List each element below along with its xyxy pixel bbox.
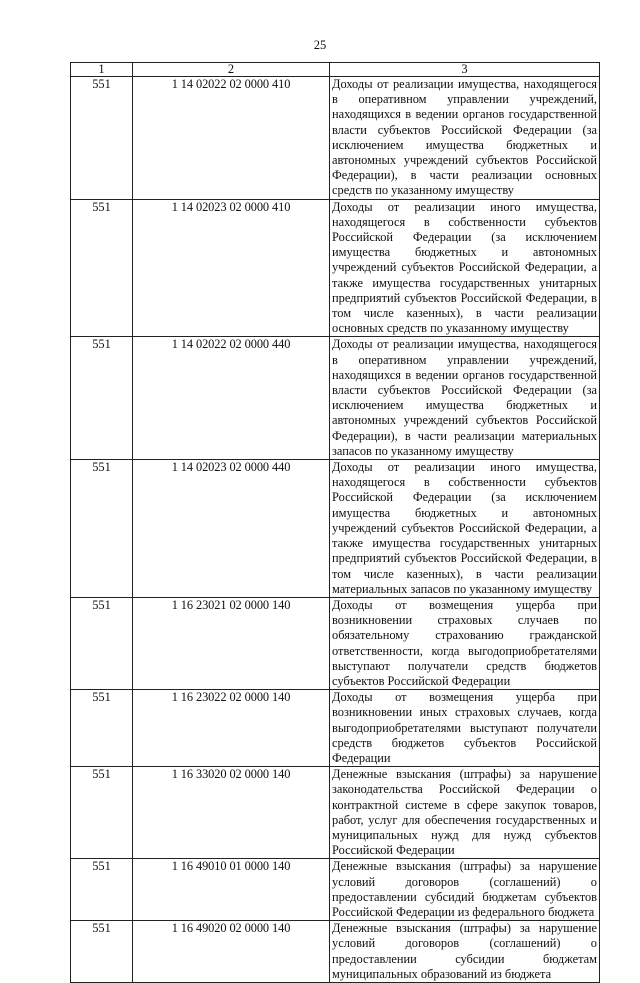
admin-code-cell: 551 bbox=[71, 460, 133, 598]
description-cell: Доходы от реализации имущества, находящегося в оперативном управлении учреждений, находящихся в ведении органов государственной власти субъектов Российской Федерации (за исключением имущества бюджетных и автономных учреждений субъектов Российской Федерации), в части реализации основных средств по указанному имуществу bbox=[330, 77, 600, 200]
table-row bbox=[71, 77, 600, 200]
table-row bbox=[71, 690, 600, 767]
page-number: 25 bbox=[313, 38, 327, 52]
admin-code-cell: 551 bbox=[71, 77, 133, 200]
table-row bbox=[71, 921, 600, 983]
description-cell: Доходы от реализации имущества, находящегося в оперативном управлении учреждений, находящихся в ведении органов государственной власти субъектов Российской Федерации (за исключением имущества бюджетных и автономных учреждений субъектов Российской Федерации), в части реализации материальных запасов по указанному имуществу bbox=[330, 337, 600, 460]
budget-code-cell: 1 16 23021 02 0000 140 bbox=[133, 597, 330, 689]
column-header-2: 2 bbox=[133, 63, 330, 77]
table-row bbox=[71, 337, 600, 460]
column-header-3: 3 bbox=[330, 63, 600, 77]
table-row bbox=[71, 859, 600, 921]
column-header-1: 1 bbox=[71, 63, 133, 77]
revenue-codes-table bbox=[70, 62, 600, 983]
admin-code-cell: 551 bbox=[71, 690, 133, 767]
table-row bbox=[71, 597, 600, 689]
table-header-row bbox=[71, 63, 600, 77]
table-row bbox=[71, 460, 600, 598]
budget-code-cell: 1 16 23022 02 0000 140 bbox=[133, 690, 330, 767]
budget-code-cell: 1 14 02022 02 0000 440 bbox=[133, 337, 330, 460]
table-row bbox=[71, 199, 600, 337]
budget-code-cell: 1 14 02022 02 0000 410 bbox=[133, 77, 330, 200]
budget-code-cell: 1 16 49020 02 0000 140 bbox=[133, 921, 330, 983]
table-row bbox=[71, 767, 600, 859]
budget-code-cell: 1 14 02023 02 0000 410 bbox=[133, 199, 330, 337]
admin-code-cell: 551 bbox=[71, 337, 133, 460]
description-cell: Денежные взыскания (штрафы) за нарушение условий договоров (соглашений) о предоставлении субсидии бюджетам муниципальных образований из бюджета bbox=[330, 921, 600, 983]
admin-code-cell: 551 bbox=[71, 597, 133, 689]
description-cell: Доходы от реализации иного имущества, находящегося в собственности субъектов Российской Федерации (за исключением имущества бюджетных и автономных учреждений субъектов Российской Федерации, а также имущества государственных унитарных предприятий субъектов Российской Федерации, в том числе казенных), в части реализации основных средств по указанному имуществу bbox=[330, 199, 600, 337]
description-cell: Денежные взыскания (штрафы) за нарушение условий договоров (соглашений) о предоставлении субсидий бюджетам субъектов Российской Федерации из федерального бюджета bbox=[330, 859, 600, 921]
description-cell: Доходы от возмещения ущерба при возникновении иных страховых случаев, когда выгодоприобретателями выступают получатели средств бюджетов субъектов Российской Федерации bbox=[330, 690, 600, 767]
admin-code-cell: 551 bbox=[71, 199, 133, 337]
budget-code-cell: 1 16 49010 01 0000 140 bbox=[133, 859, 330, 921]
description-cell: Денежные взыскания (штрафы) за нарушение законодательства Российской Федерации о контрактной системе в сфере закупок товаров, работ, услуг для обеспечения государственных и муниципальных нужд для нужд субъектов Российской Федерации bbox=[330, 767, 600, 859]
description-cell: Доходы от возмещения ущерба при возникновении страховых случаев по обязательному страхованию гражданской ответственности, когда выгодоприобретателями выступают получатели средств бюджетов субъектов Российской Федерации bbox=[330, 597, 600, 689]
admin-code-cell: 551 bbox=[71, 921, 133, 983]
budget-code-cell: 1 16 33020 02 0000 140 bbox=[133, 767, 330, 859]
admin-code-cell: 551 bbox=[71, 767, 133, 859]
admin-code-cell: 551 bbox=[71, 859, 133, 921]
description-cell: Доходы от реализации иного имущества, находящегося в собственности субъектов Российской Федерации (за исключением имущества бюджетных и автономных учреждений субъектов Российской Федерации, а также имущества государственных унитарных предприятий субъектов Российской Федерации, в том числе казенных), в части реализации материальных запасов по указанному имуществу bbox=[330, 460, 600, 598]
budget-code-cell: 1 14 02023 02 0000 440 bbox=[133, 460, 330, 598]
